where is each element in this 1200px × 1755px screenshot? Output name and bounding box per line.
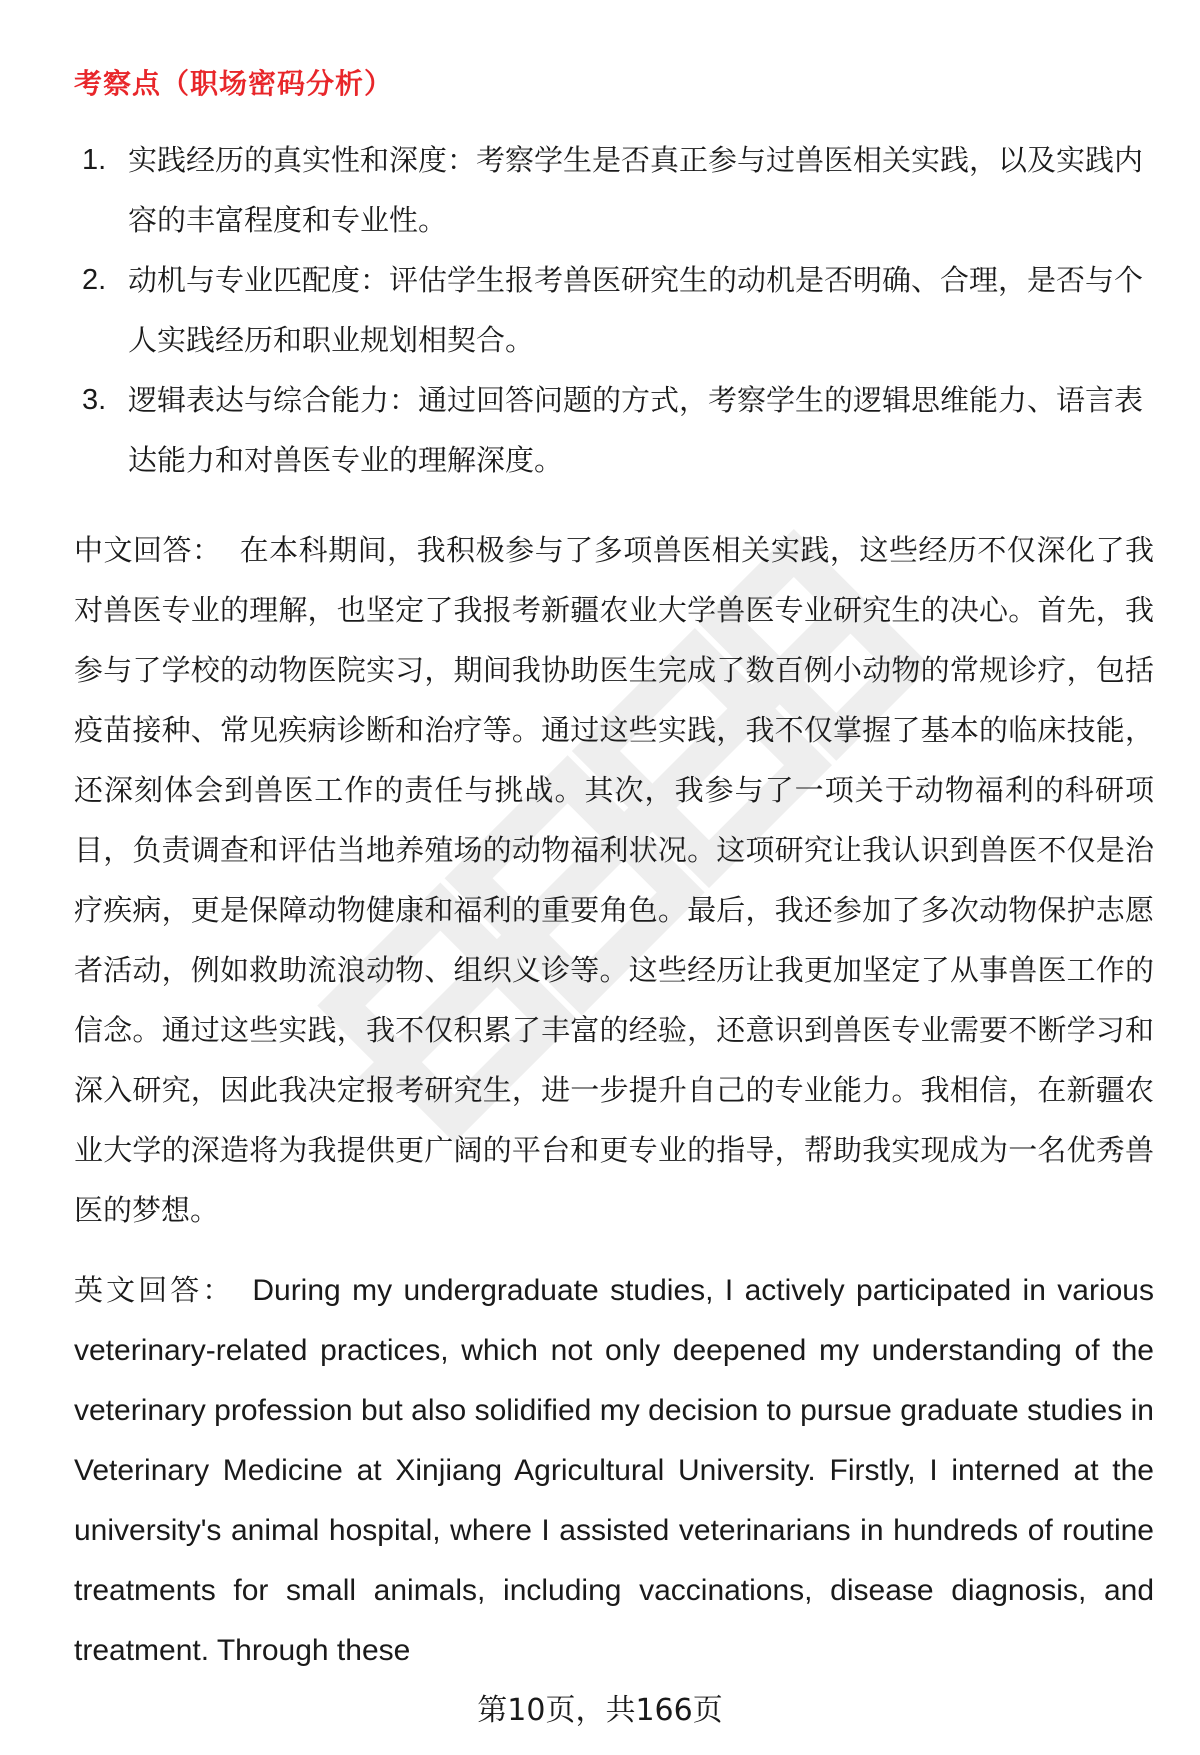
list-item [82, 370, 1162, 490]
section-title: 考察点（职场密码分析） [74, 67, 394, 100]
list-item [82, 130, 1162, 250]
list-item-number: 2. [82, 264, 107, 296]
english-answer [74, 1260, 1154, 1681]
chinese-answer-label: 中文回答： [74, 533, 222, 567]
chinese-answer [74, 520, 1154, 1240]
list-item-text: 逻辑表达与综合能力：通过回答问题的方式，考察学生的逻辑思维能力、语言表达能力和对兽医专业的理解深度。 [128, 383, 1144, 477]
list-item-number: 3. [82, 384, 107, 416]
list-item-text: 实践经历的真实性和深度：考察学生是否真正参与过兽医相关实践，以及实践内容的丰富程度和专业性。 [128, 143, 1144, 237]
page-number: 第10页，共166页 [477, 1693, 723, 1728]
exam-points-list [82, 130, 1162, 490]
list-item [82, 250, 1162, 370]
chinese-answer-text: 在本科期间，我积极参与了多项兽医相关实践，这些经历不仅深化了我对兽医专业的理解，也坚定了我报考新疆农业大学兽医专业研究生的决心。首先，我参与了学校的动物医院实习，期间我协助医生完成了数百例小动物的常规诊疗，包括疫苗接种、常见疾病诊断和治疗等。通过这些实践，我不仅掌握了基本的临床技能，还深刻体会到兽医工作的责任与挑战。其次，我参与了一项关于动物福利的科研项目，负责调查和评估当地养殖场的动物福利状况。这项研究让我认识到兽医不仅是治疗疾病，更是保障动物健康和福利的重要角色。最后，我还参加了多次动物保护志愿者活动，例如救助流浪动物、组织义诊等。这些经历让我更加坚定了从事兽医工作的信念。通过这些实践，我不仅积累了丰富的经验，还意识到兽医专业需要不断学习和深入研究，因此我决定报考研究生，进一步提升自己的专业能力。我相信，在新疆农业大学的深造将为我提供更广阔的平台和更专业的指导，帮助我实现成为一名优秀兽医的梦想。 [74, 533, 1154, 1227]
english-answer-label: 英文回答： [74, 1273, 235, 1307]
english-answer-text: During my undergraduate studies, I actively participated in various veterinary-related practices, which not only deepened my understanding of the veterinary profession but also solidified my decision to pursue graduate studies in Veterinary Medicine at Xinjiang Agricultural University. Firstly, I interned at the university's animal hospital, where I assisted veterinarians in hundreds of routine treatments for small animals, including vaccinations, disease diagnosis, and treatment. Through these [74, 1274, 1154, 1667]
list-item-number: 1. [82, 144, 107, 176]
list-item-text: 动机与专业匹配度：评估学生报考兽医研究生的动机是否明确、合理，是否与个人实践经历和职业规划相契合。 [128, 263, 1144, 357]
